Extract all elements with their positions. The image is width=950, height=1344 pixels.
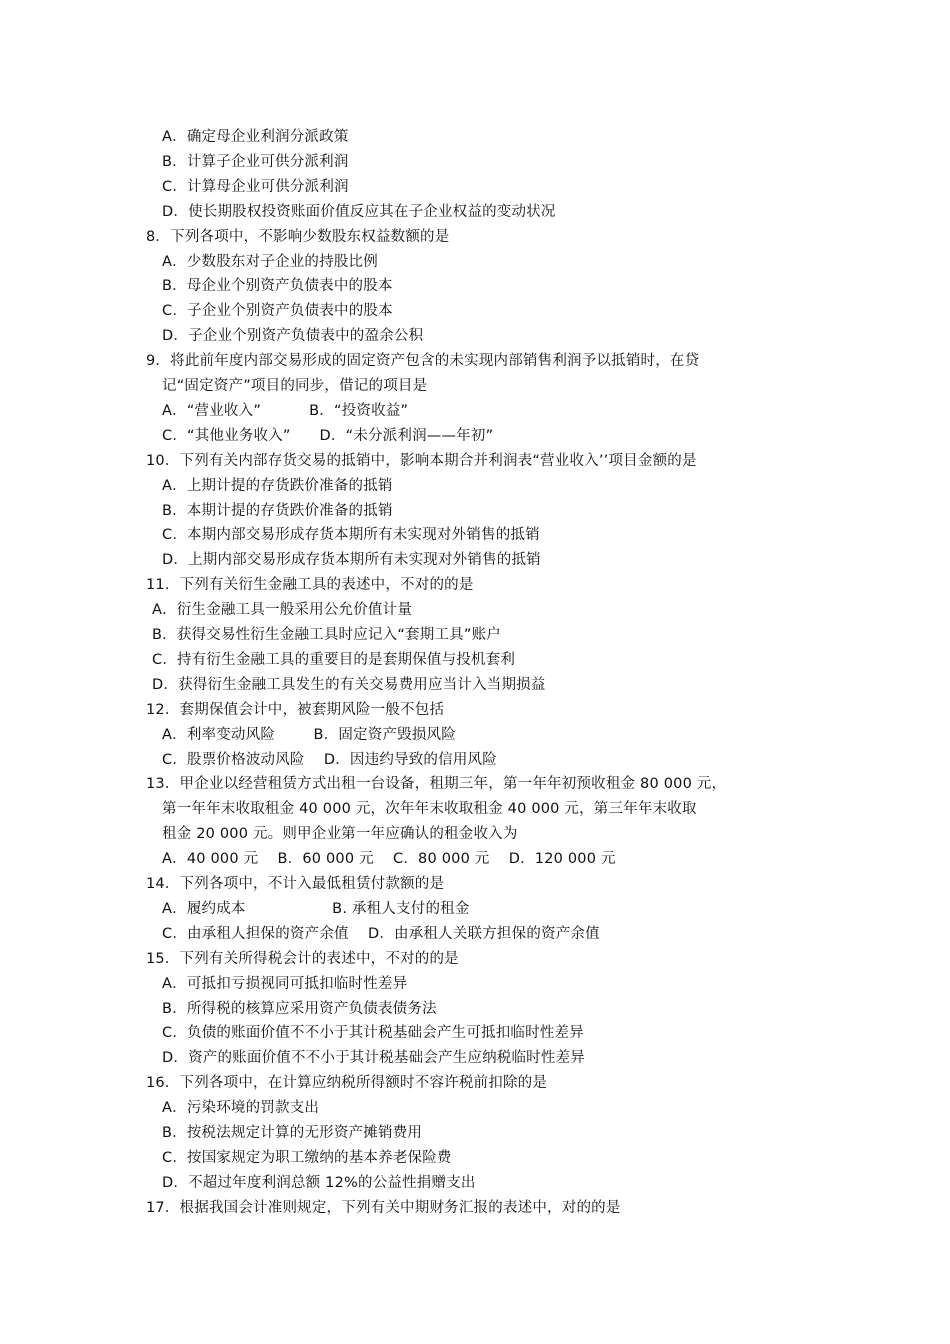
text-line: A．上期计提的存货跌价准备的抵销 xyxy=(162,477,393,494)
text-line: A．确定母企业利润分派政策 xyxy=(162,129,349,145)
text-line: D．使长期股权投资账面价值反应其在子企业权益的变动状况 xyxy=(162,203,556,220)
question-line: 16．下列各项中，在计算应纳税所得额时不容许税前扣除的是 xyxy=(146,1075,548,1092)
text-line: A．“营业收入” B．“投资收益” xyxy=(162,402,409,419)
text-line: 租金 20 000 元。则甲企业第一年应确认的租金收入为 xyxy=(162,826,518,843)
text-line: B．所得税的核算应采用资产负债表债务法 xyxy=(162,1000,437,1017)
text-line: C．负债的账面价值不不小于其计税基础会产生可抵扣临时性差异 xyxy=(162,1025,584,1042)
text-line: A．履约成本 B. 承租人支付的租金 xyxy=(162,900,470,917)
text-line: B．计算子企业可供分派利润 xyxy=(162,153,349,170)
text-line: A．可抵扣亏损视同可抵扣临时性差异 xyxy=(162,975,408,992)
text-line: A．衍生金融工具一般采用公允价值计量 xyxy=(152,602,413,619)
text-line: D．子企业个别资产负债表中的盈余公积 xyxy=(162,328,424,345)
text-line: D．资产的账面价值不不小于其计税基础会产生应纳税临时性差异 xyxy=(162,1050,585,1067)
question-line: 10．下列有关内部存货交易的抵销中，影响本期合并利润表“营业收入’’项目金额的是 xyxy=(146,452,697,469)
text-line: C．按国家规定为职工缴纳的基本养老保险费 xyxy=(162,1149,452,1166)
question-line: 13．甲企业以经营租赁方式出租一台设备，租期三年，第一年年初预收租金 80 000 元， xyxy=(146,776,727,793)
question-line: 17．根据我国会计准则规定，下列有关中期财务汇报的表述中，对的的是 xyxy=(146,1199,621,1216)
text-line: D．上期内部交易形成存货本期所有未实现对外销售的抵销 xyxy=(162,552,541,569)
text-line: A．利率变动风险 B．固定资产毁损风险 xyxy=(162,726,456,743)
question-line: 11．下列有关衍生金融工具的表述中，不对的的是 xyxy=(146,577,474,594)
text-line: C．本期内部交易形成存货本期所有未实现对外销售的抵销 xyxy=(162,527,540,544)
text-line: A．40 000 元 B．60 000 元 C．80 000 元 D．120 000 元 xyxy=(162,851,616,868)
text-line: C．由承租人担保的资产余值 D．由承租人关联方担保的资产余值 xyxy=(162,925,600,942)
question-line: 15．下列有关所得税会计的表述中，不对的的是 xyxy=(146,950,459,967)
question-line: 14．下列各项中，不计入最低租赁付款额的是 xyxy=(146,876,445,892)
text-line: C．“其他业务收入” D．“未分派利润——年初” xyxy=(162,427,494,444)
question-line: 12．套期保值会计中，被套期风险一般不包括 xyxy=(146,701,445,718)
text-line: B．母企业个别资产负债表中的股本 xyxy=(162,278,393,295)
text-line: A．少数股东对子企业的持股比例 xyxy=(162,253,378,270)
text-line: A．污染环境的罚款支出 xyxy=(162,1100,320,1117)
text-line: C．子企业个别资产负债表中的股本 xyxy=(162,303,393,320)
text-line: D．获得衍生金融工具发生的有关交易费用应当计入当期损益 xyxy=(152,676,546,693)
text-line: B．本期计提的存货跌价准备的抵销 xyxy=(162,502,393,519)
text-line: 记“固定资产”项目的同步，借记的项目是 xyxy=(162,378,428,394)
question-line: 9．将此前年度内部交易形成的固定资产包含的未实现内部销售利润予以抵销时，在贷 xyxy=(146,353,700,370)
text-line: C．计算母企业可供分派利润 xyxy=(162,178,349,195)
question-line: 8．下列各项中，不影响少数股东权益数额的是 xyxy=(146,228,450,245)
text-line: B．按税法规定计算的无形资产摊销费用 xyxy=(162,1125,423,1141)
text-line: B．获得交易性衍生金融工具时应记入“套期工具”账户 xyxy=(152,627,501,643)
text-line: 第一年年末收取租金 40 000 元，次年年末收取租金 40 000 元，第三年年末收取 xyxy=(162,801,697,818)
text-line: D．不超过年度利润总额 12%的公益性捐赠支出 xyxy=(162,1174,476,1191)
text-line: C．股票价格波动风险 D．因违约导致的信用风险 xyxy=(162,751,497,768)
text-line: C．持有衍生金融工具的重要目的是套期保值与投机套利 xyxy=(152,651,516,668)
